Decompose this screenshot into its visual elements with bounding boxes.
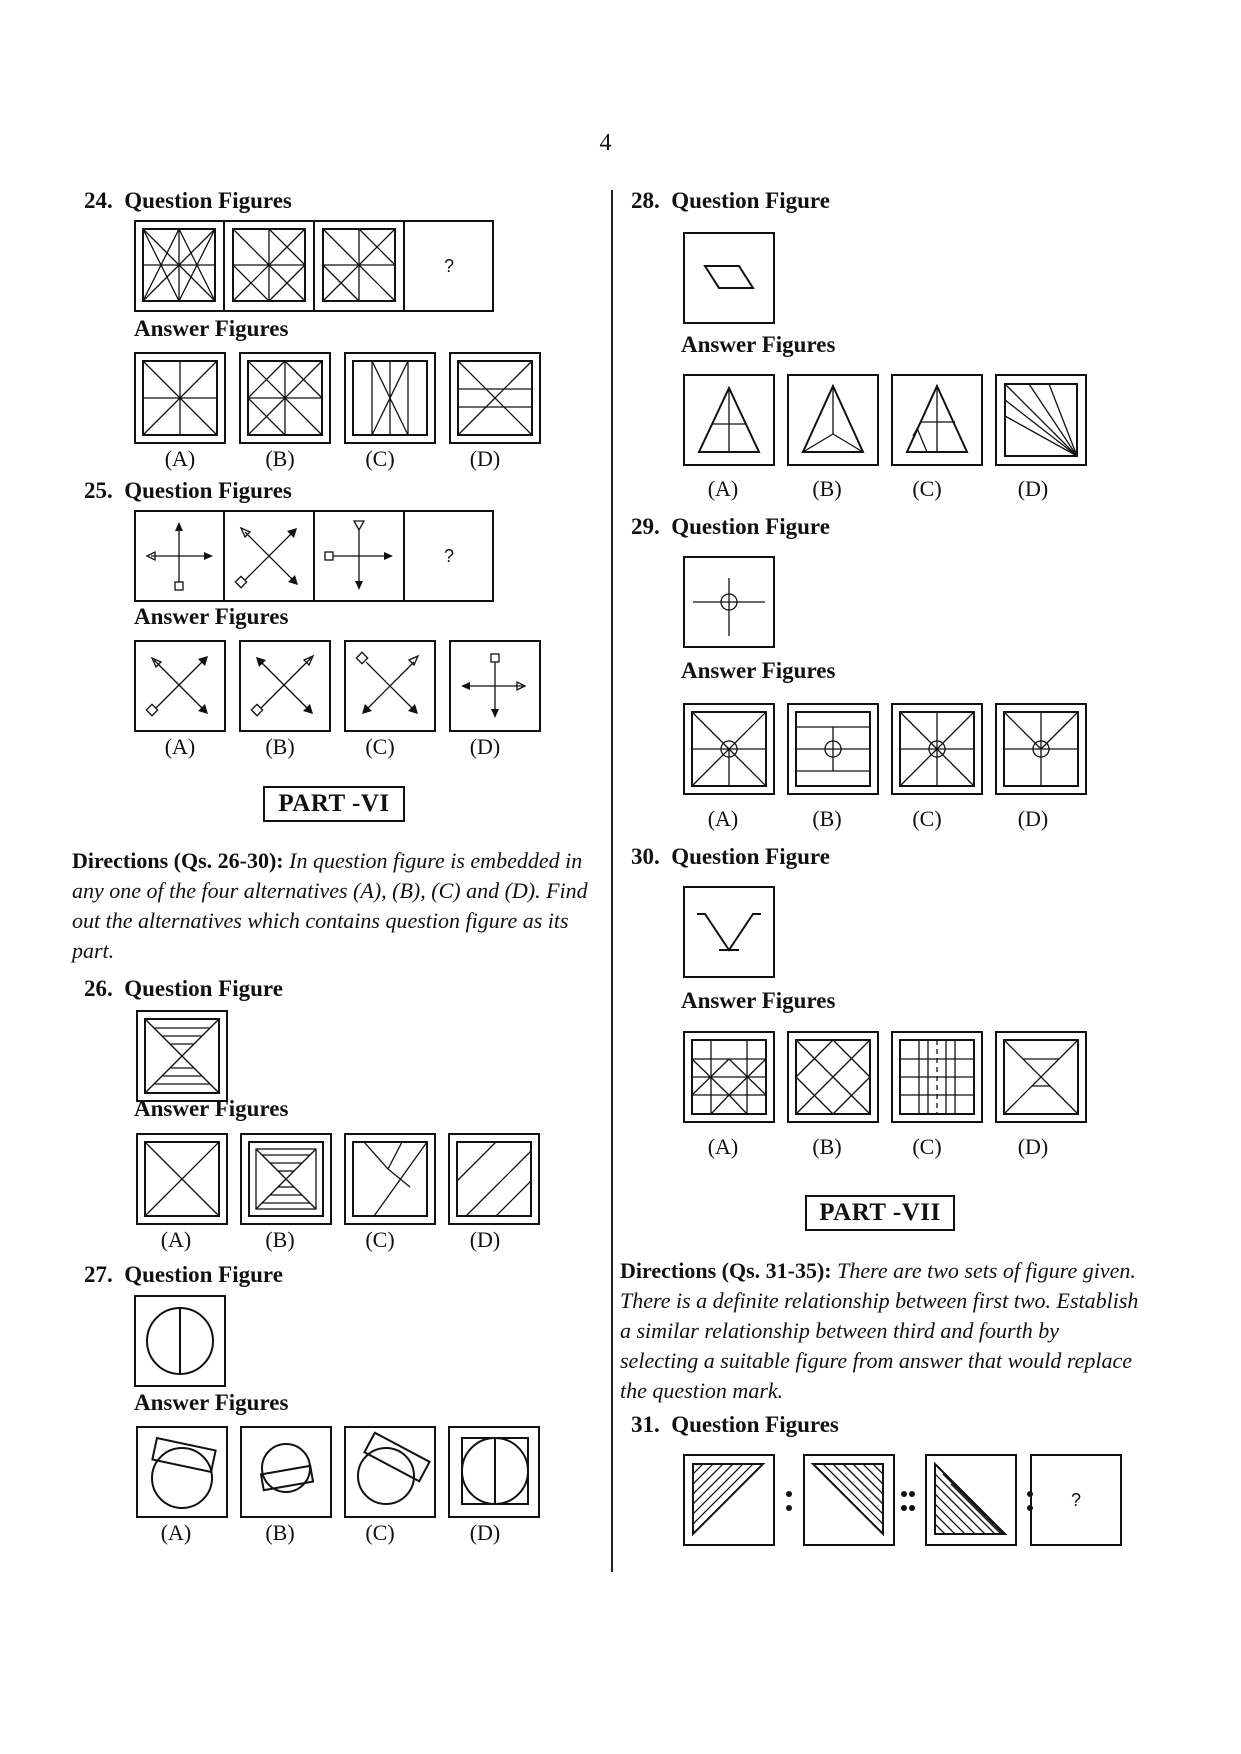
q28-label-a: (A) <box>707 476 739 501</box>
q26-answer-c <box>345 1134 435 1224</box>
q25-answer-b <box>240 641 330 731</box>
q26-heading <box>84 976 283 1002</box>
q30-answer-c <box>892 1032 982 1122</box>
part-vii-heading: PART -VII <box>805 1195 955 1231</box>
directions-31-35-label: Directions (Qs. 31-35): <box>620 1258 832 1283</box>
q29-label-b: (B) <box>812 806 842 831</box>
q28-answer-d <box>996 375 1086 465</box>
q25-title: Question Figures <box>124 478 292 503</box>
q29-answer-a <box>684 704 774 794</box>
q25-answer-figures <box>134 640 544 732</box>
q30-number: 30. <box>631 844 660 869</box>
q25-label-c: (C) <box>365 734 395 759</box>
q28-label-b: (B) <box>812 476 842 501</box>
q29-answer-d <box>996 704 1086 794</box>
q31-question-figures <box>683 1454 1123 1546</box>
q24-heading <box>84 188 292 214</box>
q24-answer-heading: Answer Figures <box>134 316 289 341</box>
q25-label-b: (B) <box>265 734 295 759</box>
q27-label-d: (D) <box>469 1520 501 1545</box>
q28-answer-c <box>892 375 982 465</box>
q26-label-c: (C) <box>365 1227 395 1252</box>
q27-answer-c <box>345 1427 435 1517</box>
q31-heading <box>631 1412 839 1438</box>
q31-fig3 <box>926 1455 1016 1545</box>
q24-fig3 <box>323 229 395 301</box>
q25-number: 25. <box>84 478 113 503</box>
directions-26-30-text: In question figure is embedded in any one of the four alternatives (A), (B), (C) and (D). Find out the alternatives which contains question figure as its part. <box>72 848 588 963</box>
q28-answer-a <box>684 375 774 465</box>
q26-answer-figures <box>136 1133 546 1225</box>
q29-answer-figures <box>683 703 1093 795</box>
q25-fig2 <box>235 528 298 588</box>
q26-answer-d <box>449 1134 539 1224</box>
q28-question-figure <box>683 232 775 324</box>
q30-answer-a <box>684 1032 774 1122</box>
q31-fig1 <box>683 1454 774 1545</box>
q25-answer-a <box>135 641 225 731</box>
q29-answer-c <box>892 704 982 794</box>
q25-answer-d <box>450 641 540 731</box>
q28-heading <box>631 188 830 214</box>
q26-question-figure <box>136 1010 228 1102</box>
directions-31-35 <box>620 1256 1140 1406</box>
q25-question-mark: ? <box>443 546 455 566</box>
q26-answer-a <box>137 1134 227 1224</box>
q30-answer-d <box>996 1032 1086 1122</box>
q25-label-a: (A) <box>164 734 196 759</box>
q30-label-b: (B) <box>812 1134 842 1159</box>
q31-fig2 <box>804 1455 894 1545</box>
q26-number: 26. <box>84 976 113 1001</box>
q25-label-d: (D) <box>469 734 501 759</box>
q26-answer-b <box>241 1134 331 1224</box>
q24-label-c: (C) <box>365 446 395 471</box>
q31-fig4 <box>1031 1455 1121 1545</box>
q29-answer-b <box>788 704 878 794</box>
q30-heading <box>631 844 830 870</box>
directions-26-30 <box>72 846 600 966</box>
q25-fig1 <box>147 522 213 590</box>
column-divider <box>611 190 613 1572</box>
q30-answer-figures <box>683 1031 1093 1123</box>
q26-title: Question Figure <box>124 976 283 1001</box>
q28-label-c: (C) <box>912 476 942 501</box>
q27-answer-b <box>241 1427 331 1517</box>
q25-answer-heading: Answer Figures <box>134 604 289 629</box>
q31-question-mark: ? <box>1070 1490 1082 1510</box>
q29-label-a: (A) <box>707 806 739 831</box>
part-vi-heading: PART -VI <box>263 786 405 822</box>
q24-label-d: (D) <box>469 446 501 471</box>
q27-answer-d <box>449 1427 539 1517</box>
q28-answer-figures <box>683 374 1093 466</box>
q27-question-figure <box>134 1295 226 1387</box>
q24-label-b: (B) <box>265 446 295 471</box>
q27-title: Question Figure <box>124 1262 283 1287</box>
q30-label-d: (D) <box>1017 1134 1049 1159</box>
q27-label-a: (A) <box>160 1520 192 1545</box>
q28-number: 28. <box>631 188 660 213</box>
q27-heading <box>84 1262 283 1288</box>
q30-answer-heading: Answer Figures <box>681 988 836 1013</box>
q27-answer-figures <box>136 1426 546 1518</box>
q30-title: Question Figure <box>671 844 830 869</box>
q24-question-mark: ? <box>443 256 455 276</box>
q24-label-a: (A) <box>164 446 196 471</box>
q24-answer-b <box>240 353 330 443</box>
q26-label-d: (D) <box>469 1227 501 1252</box>
q29-number: 29. <box>631 514 660 539</box>
q27-number: 27. <box>84 1262 113 1287</box>
page-number: 4 <box>599 130 612 156</box>
q30-question-figure <box>683 886 775 978</box>
directions-31-35-text: There are two sets of figure given. There is a definite relationship between first two. Establish a similar relationship between third and fourth by selecting a suitable figure from answer that would replace the question mark. <box>620 1258 1139 1403</box>
q26-label-a: (A) <box>160 1227 192 1252</box>
q24-answer-c <box>345 353 435 443</box>
q30-label-a: (A) <box>707 1134 739 1159</box>
q27-answer-a <box>137 1427 227 1517</box>
q25-heading <box>84 478 292 504</box>
q25-question-figures <box>134 510 494 602</box>
directions-26-30-label: Directions (Qs. 26-30): <box>72 848 284 873</box>
q28-label-d: (D) <box>1017 476 1049 501</box>
q24-answer-figures <box>134 352 544 444</box>
q28-answer-heading: Answer Figures <box>681 332 836 357</box>
q31-number: 31. <box>631 1412 660 1437</box>
q24-fig1 <box>143 229 215 301</box>
q25-answer-c <box>345 641 435 731</box>
q30-label-c: (C) <box>912 1134 942 1159</box>
q29-answer-heading: Answer Figures <box>681 658 836 683</box>
q28-answer-b <box>788 375 878 465</box>
q27-label-b: (B) <box>265 1520 295 1545</box>
q27-label-c: (C) <box>365 1520 395 1545</box>
q30-answer-b <box>788 1032 878 1122</box>
q24-title: Question Figures <box>124 188 292 213</box>
q29-title: Question Figure <box>671 514 830 539</box>
q25-fig3 <box>325 521 393 590</box>
q29-heading <box>631 514 830 540</box>
q29-question-figure <box>683 556 775 648</box>
q24-number: 24. <box>84 188 113 213</box>
q31-title: Question Figures <box>671 1412 839 1437</box>
q24-answer-a <box>135 353 225 443</box>
q26-label-b: (B) <box>265 1227 295 1252</box>
q27-answer-heading: Answer Figures <box>134 1390 289 1415</box>
q29-label-c: (C) <box>912 806 942 831</box>
q26-answer-heading: Answer Figures <box>134 1096 289 1121</box>
q24-fig2 <box>233 229 305 301</box>
q29-label-d: (D) <box>1017 806 1049 831</box>
q28-title: Question Figure <box>671 188 830 213</box>
q24-question-figures <box>134 220 494 312</box>
q24-answer-d <box>450 353 540 443</box>
